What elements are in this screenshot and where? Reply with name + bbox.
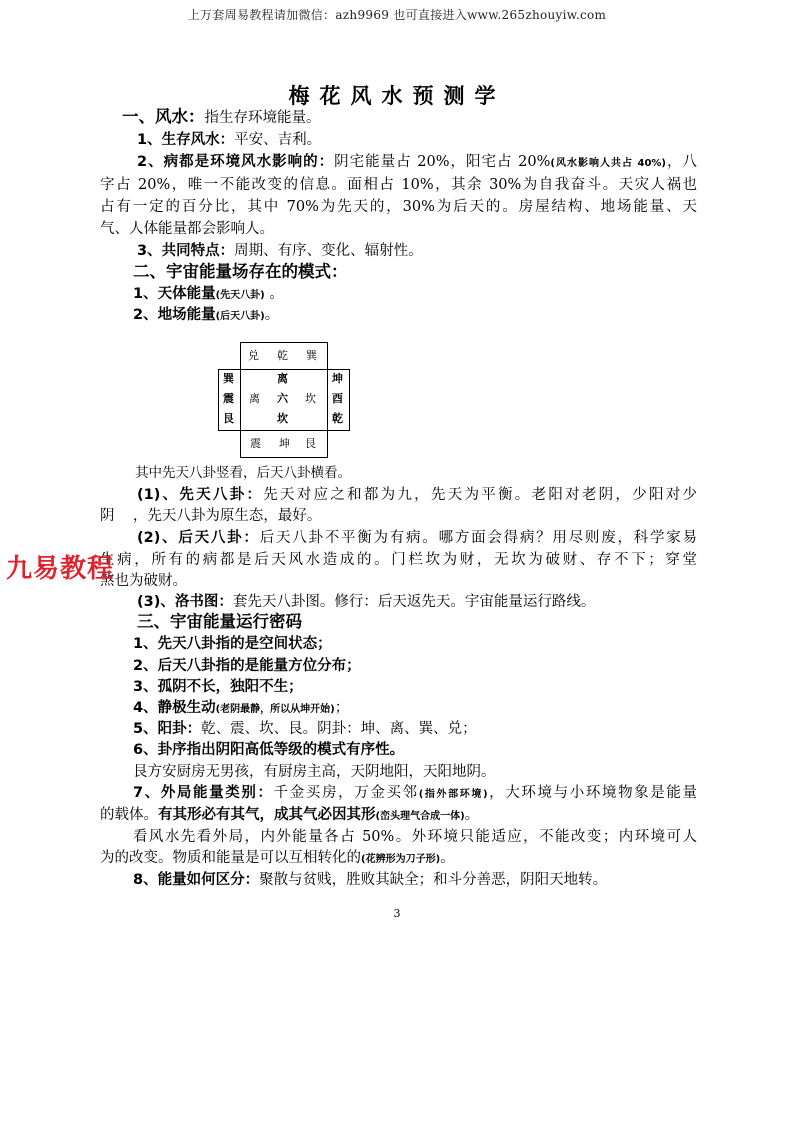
line-2: 2、病都是环境风水影响的：阴宅能量占 20%，阳宅占 20%(风水影响人共占 40%)，八 xyxy=(137,154,698,170)
trigram-bottom-2: 坤 xyxy=(279,437,290,450)
trigram-left-2: 震 xyxy=(223,392,234,405)
line-2c: 占有一定的百分比，其中 70%为先天的，30%为后天的。房屋结构、地场能量、天 xyxy=(100,199,697,215)
watermark-logo: 九易教程 xyxy=(6,554,115,584)
trigram-right-2: 酉 xyxy=(332,392,343,405)
code-5: 5、阳卦：乾、震、坎、艮。阴卦：坤、离、巽、兑； xyxy=(133,721,477,737)
code-7b: 的载体。有其形必有其气，成其气必因其形(峦头理气合成一体)。 xyxy=(100,807,480,823)
mode-2: 2、地场能量(后天八卦)。 xyxy=(133,307,280,323)
line-2b: 字占 20%，唯一不能改变的信息。面相占 10%，其余 30%为自我奋斗。天灾人祸也 xyxy=(100,177,697,193)
line-3: 3、共同特点：周期、有序、变化、辐射性。 xyxy=(137,243,423,259)
para-3: (3)、洛书图：套先天八卦图。修行：后天返先天。宇宙能量运行路线。 xyxy=(137,594,596,610)
trigram-left-3: 艮 xyxy=(223,412,234,425)
trigram-top-3: 巽 xyxy=(306,349,317,362)
code-6b: 艮方安厨房无男孩，有厨房主高，天阴地阳，天阳地阴。 xyxy=(133,764,496,780)
para-2c: 煞也为破财。 xyxy=(100,573,187,589)
line-1: 1、生存风水：平安、吉利。 xyxy=(137,132,322,148)
code-3: 3、孤阴不长，独阳不生； xyxy=(133,679,303,695)
trigram-center-right: 坎 xyxy=(305,392,316,405)
section-2: 二、宇宙能量场存在的模式： xyxy=(133,262,348,281)
trigram-center-left: 离 xyxy=(249,392,260,405)
code-1: 1、先天八卦指的是空间状态； xyxy=(133,636,332,652)
trigram-left-1: 巽 xyxy=(223,372,234,385)
code-6: 6、卦序指出阴阳高低等级的模式有序性。 xyxy=(133,742,405,758)
page-title: 梅花风水预测学 xyxy=(288,84,506,108)
code-4: 4、静极生动(老阴最静，所以从坤开始)； xyxy=(133,700,350,716)
trigram-bottom-1: 震 xyxy=(250,437,261,450)
para-1b: 阴 ，先天八卦为原生态，最好。 xyxy=(100,508,322,524)
code-8: 8、能量如何区分：聚散与贫贱，胜败其缺全；和斗分善恶，阴阳天地转。 xyxy=(133,872,608,888)
trigram-center-3: 坎 xyxy=(277,412,288,425)
section-1: 一、风水：指生存环境能量。 xyxy=(122,107,321,126)
bagua-diagram xyxy=(218,342,350,458)
para-1: (1)、先天八卦：先天对应之和都为九，先天为平衡。老阳对老阴，少阳对少 xyxy=(137,487,698,503)
trigram-center-2: 六 xyxy=(277,392,288,405)
code-7: 7、外局能量类别：千金买房，万金买邻(指外部环境)，大环境与小环境物象是能量 xyxy=(133,785,698,801)
code-2: 2、后天八卦指的是能量方位分布； xyxy=(133,658,361,674)
code-7c: 看风水先看外局，内外能量各占 50%。外环境只能适应，不能改变；内环境可人 xyxy=(133,829,697,845)
trigram-right-3: 乾 xyxy=(332,412,343,425)
para-2b: 生病，所有的病都是后天风水造成的。门栏坎为财，无坎为破财、存不下；穿堂 xyxy=(100,552,697,568)
page-number: 3 xyxy=(393,907,401,920)
diagram-note: 其中先天八卦竖看，后天八卦横看。 xyxy=(135,465,351,481)
trigram-bottom-3: 艮 xyxy=(305,437,316,450)
page-header: 上万套周易教程请加微信：azh9969 也可直接进入www.265zhouyiw.com xyxy=(187,8,607,22)
trigram-right-1: 坤 xyxy=(332,372,343,385)
mode-1: 1、天体能量(先天八卦) 。 xyxy=(133,286,284,302)
para-2: (2)、后天八卦：后天八卦不平衡为有病。哪方面会得病？用尽则废，科学家易 xyxy=(137,530,698,546)
section-3: 三、宇宙能量运行密码 xyxy=(137,612,302,631)
trigram-top-1: 兑 xyxy=(248,349,259,362)
code-7d: 为的改变。物质和能量是可以互相转化的(花辨形为刀子形)。 xyxy=(100,850,455,866)
line-2d: 气、人体能量都会影响人。 xyxy=(100,221,274,237)
trigram-center-1: 离 xyxy=(277,372,288,385)
trigram-top-2: 乾 xyxy=(277,349,288,362)
